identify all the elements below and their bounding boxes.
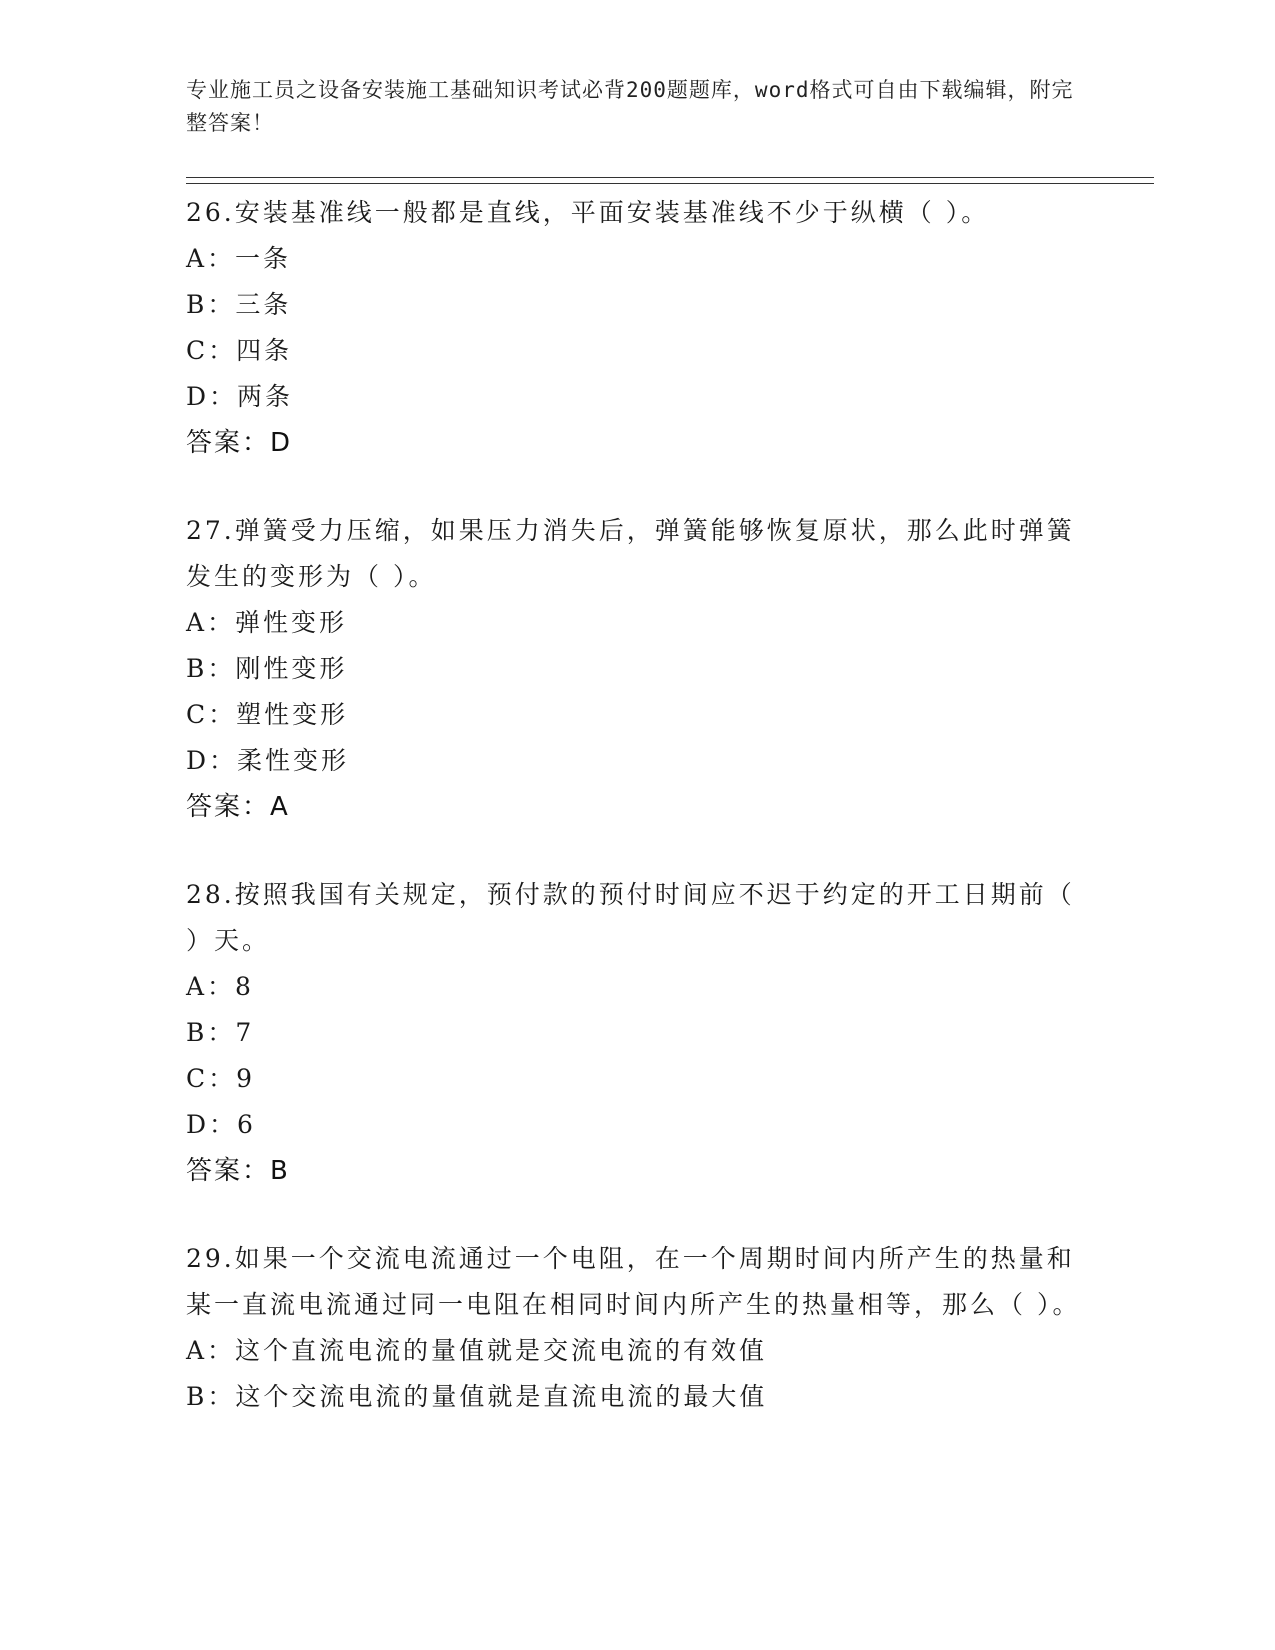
option-b: B：三条: [186, 290, 292, 319]
question-spacer: [186, 1194, 1086, 1236]
question-block: [186, 872, 1086, 1194]
option-c: C：四条: [186, 336, 293, 365]
option-c: C：塑性变形: [186, 700, 349, 729]
option-a: A：一条: [186, 244, 292, 273]
question-stem: 29.如果一个交流电流通过一个电阻，在一个周期时间内所产生的热量和某一直流电流通过同一电阻在相同时间内所产生的热量相等，那么（ ）。: [186, 1244, 1081, 1319]
option-b: B：7: [186, 1018, 255, 1047]
answer-line: 答案：A: [186, 792, 290, 822]
header-divider-top: [186, 177, 1154, 178]
question-stem: 28.按照我国有关规定，预付款的预付时间应不迟于约定的开工日期前（ ）天。: [186, 880, 1075, 955]
question-block: [186, 1236, 1086, 1420]
option-b: B：这个交流电流的量值就是直流电流的最大值: [186, 1382, 768, 1411]
question-stem: 27.弹簧受力压缩，如果压力消失后，弹簧能够恢复原状，那么此时弹簧发生的变形为（ ）。: [186, 516, 1075, 591]
question-block: [186, 190, 1086, 466]
question-block: [186, 508, 1086, 830]
option-d: D：柔性变形: [186, 746, 350, 775]
answer-line: 答案：D: [186, 428, 293, 458]
option-d: D：6: [186, 1110, 256, 1139]
question-list: [186, 190, 1086, 1420]
option-a: A：弹性变形: [186, 608, 348, 637]
header-divider-bottom: [186, 183, 1154, 184]
document-header: 专业施工员之设备安装施工基础知识考试必背200题题库，word格式可自由下载编辑，附完整答案！: [186, 78, 1074, 135]
option-a: A：这个直流电流的量值就是交流电流的有效值: [186, 1336, 768, 1365]
option-a: A：8: [186, 972, 254, 1001]
option-c: C：9: [186, 1064, 256, 1093]
question-spacer: [186, 830, 1086, 872]
question-spacer: [186, 466, 1086, 508]
answer-line: 答案：B: [186, 1156, 290, 1186]
question-stem: 26.安装基准线一般都是直线，平面安装基准线不少于纵横（ ）。: [186, 198, 990, 227]
option-d: D：两条: [186, 382, 294, 411]
option-b: B：刚性变形: [186, 654, 348, 683]
